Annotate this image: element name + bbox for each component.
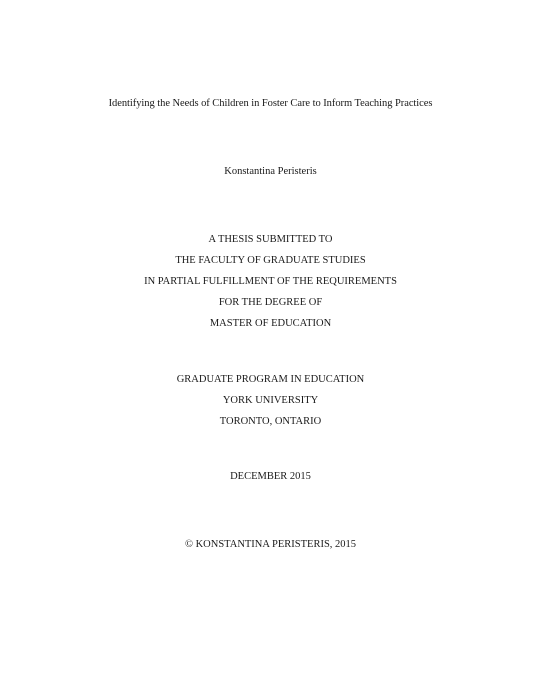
thesis-statement-line: FOR THE DEGREE OF <box>218 297 323 308</box>
thesis-statement-line: THE FACULTY OF GRADUATE STUDIES <box>175 255 366 266</box>
university-name: YORK UNIVERSITY <box>222 395 319 406</box>
thesis-statement-line: IN PARTIAL FULFILLMENT OF THE REQUIREMENTS <box>144 276 397 287</box>
submission-date: DECEMBER 2015 <box>230 471 311 482</box>
thesis-title: Identifying the Needs of Children in Foster Care to Inform Teaching Practices <box>108 98 433 109</box>
author-name: Konstantina Peristeris <box>224 166 317 177</box>
copyright-notice: © KONSTANTINA PERISTERIS, 2015 <box>184 539 357 550</box>
program-name: GRADUATE PROGRAM IN EDUCATION <box>176 374 365 385</box>
degree-name: MASTER OF EDUCATION <box>209 318 332 329</box>
thesis-statement-line: A THESIS SUBMITTED TO <box>208 234 333 245</box>
university-location: TORONTO, ONTARIO <box>219 416 322 427</box>
